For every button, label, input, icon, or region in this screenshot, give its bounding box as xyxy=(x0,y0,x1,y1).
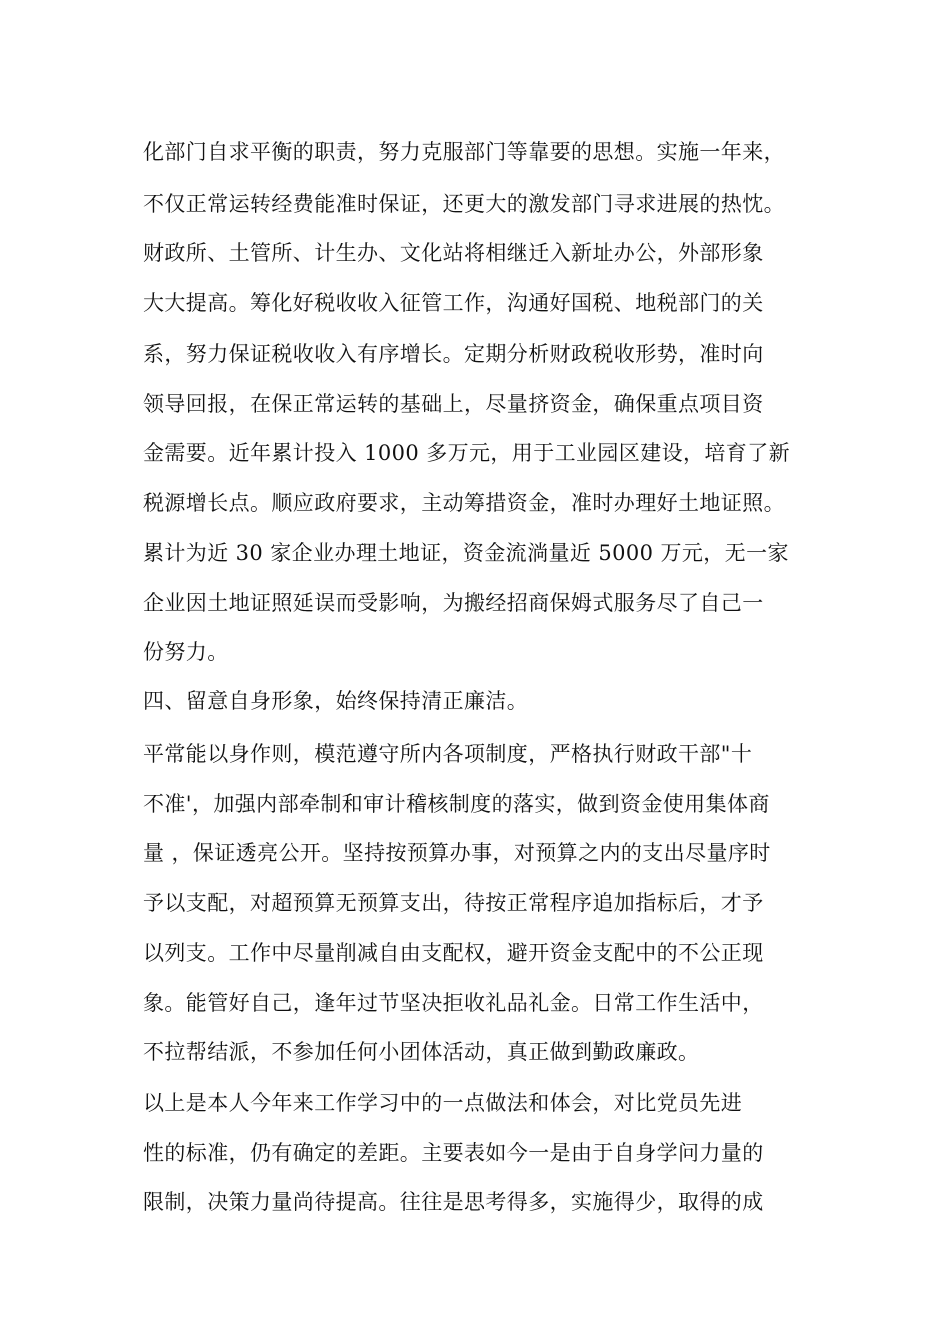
text-line: 不拉帮结派，不参加任何小团体活动，真正做到勤政廉政。 xyxy=(143,1040,700,1064)
text-line: 税源增长点。顺应政府要求，主动筹措资金，准时办理好土地证照。 xyxy=(143,491,785,515)
text-line: 系，努力保证税收收入有序增长。定期分析财政税收形势，准时向 xyxy=(143,342,764,366)
text-line: 金需要。近年累计投入 1000 多万元，用于工业园区建设，培育了新 xyxy=(143,441,790,465)
text-line: 平常能以身作则，模范遵守所内各项制度，严格执行财政干部"十 xyxy=(143,742,753,766)
text-line: 以列支。工作中尽量削减自由支配权，避开资金支配中的不公正现 xyxy=(143,941,764,965)
section-heading: 四、留意自身形象，始终保持清正廉洁。 xyxy=(143,689,529,713)
text-line: 性的标准，仍有确定的差距。主要表如今一是由于自身学问力量的 xyxy=(143,1141,764,1165)
text-line: 大大提高。筹化好税收收入征管工作，沟通好国税、地税部门的关 xyxy=(143,291,764,315)
text-line: 不仅正常运转经费能准时保证，还更大的激发部门寻求进展的热忱。 xyxy=(143,192,785,216)
text-line: 予以支配，对超预算无预算支出，待按正常程序追加指标后，才予 xyxy=(143,891,764,915)
text-line: 领导回报，在保正常运转的基础上，尽量挤资金，确保重点项目资 xyxy=(143,392,764,416)
text-line: 份努力。 xyxy=(143,640,229,664)
text-line: 不准'，加强内部牵制和审计稽核制度的落实，做到资金使用集体商 xyxy=(143,792,770,816)
text-line: 限制，决策力量尚待提高。往往是思考得多，实施得少，取得的成 xyxy=(143,1190,764,1214)
text-line: 量 ，保证透亮公开。坚持按预算办事，对预算之内的支出尽量序时 xyxy=(143,841,771,865)
text-line: 累计为近 30 家企业办理土地证，资金流淌量近 5000 万元，无一家 xyxy=(143,541,789,565)
text-line: 以上是本人今年来工作学习中的一点做法和体会，对比党员先进 xyxy=(143,1091,743,1115)
text-line: 化部门自求平衡的职责，努力克服部门等靠要的思想。实施一年来， xyxy=(143,140,785,164)
text-line: 象。能管好自己，逢年过节坚决拒收礼品礼金。日常工作生活中， xyxy=(143,991,764,1015)
text-line: 企业因土地证照延误而受影响，为搬经招商保姆式服务尽了自己一 xyxy=(143,591,764,615)
text-line: 财政所、土管所、计生办、文化站将相继迁入新址办公，外部形象 xyxy=(143,241,764,265)
